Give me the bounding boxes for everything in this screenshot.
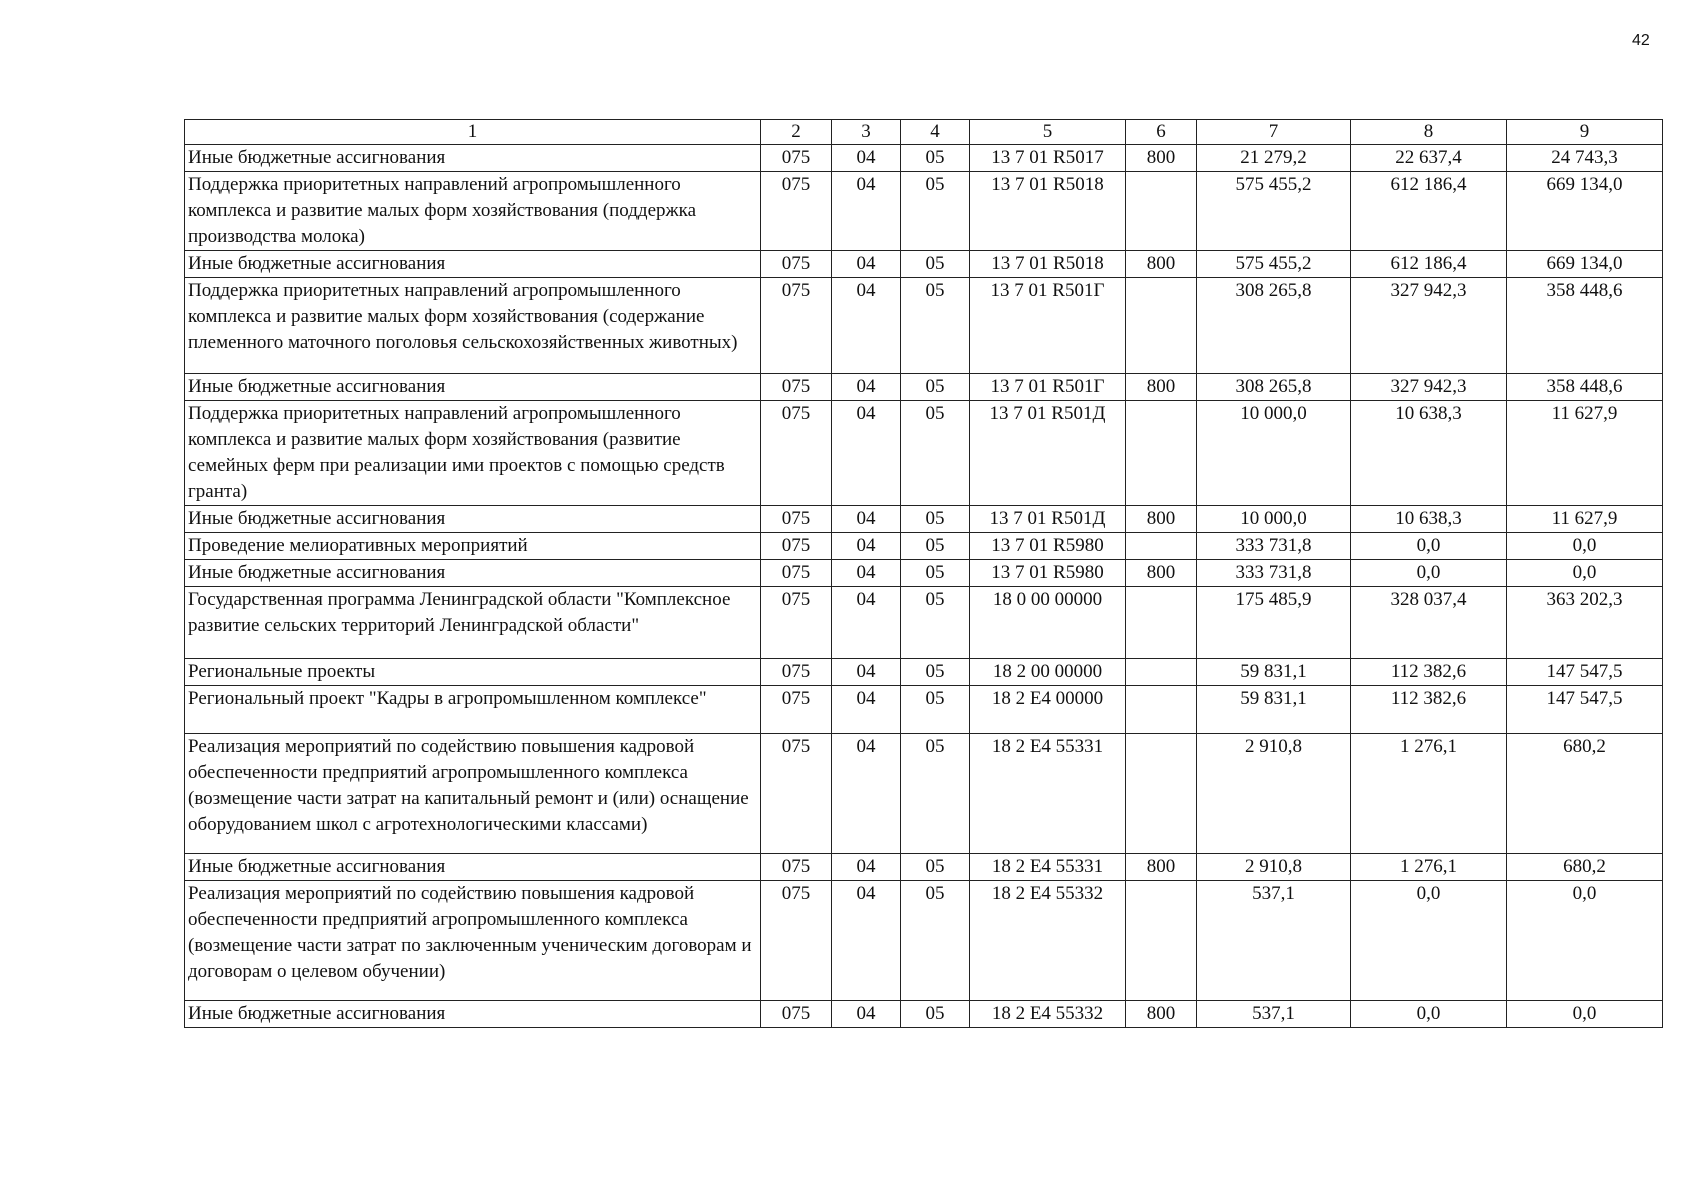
header-cell: 1 bbox=[185, 120, 761, 145]
target-article-cell: 18 2 E4 00000 bbox=[970, 686, 1126, 734]
amount-col9-cell: 147 547,5 bbox=[1507, 659, 1663, 686]
section-code-cell: 04 bbox=[832, 401, 901, 506]
expense-type-cell bbox=[1126, 278, 1197, 374]
table-row bbox=[185, 533, 1663, 560]
row-name-cell: Иные бюджетные ассигнования bbox=[185, 506, 761, 533]
section-code-cell: 04 bbox=[832, 506, 901, 533]
amount-col7-cell: 537,1 bbox=[1197, 1001, 1351, 1028]
amount-col7-cell: 308 265,8 bbox=[1197, 374, 1351, 401]
table-row bbox=[185, 401, 1663, 506]
section-code-cell: 04 bbox=[832, 278, 901, 374]
subsection-code-cell: 05 bbox=[901, 587, 970, 659]
amount-col9-cell: 0,0 bbox=[1507, 560, 1663, 587]
expense-type-cell bbox=[1126, 587, 1197, 659]
target-article-cell: 13 7 01 R5017 bbox=[970, 145, 1126, 172]
amount-col8-cell: 112 382,6 bbox=[1351, 686, 1507, 734]
target-article-cell: 18 2 00 00000 bbox=[970, 659, 1126, 686]
subsection-code-cell: 05 bbox=[901, 145, 970, 172]
expense-type-cell: 800 bbox=[1126, 374, 1197, 401]
section-code-cell: 04 bbox=[832, 533, 901, 560]
row-name-cell: Поддержка приоритетных направлений агропромышленного комплекса и развитие малых форм хозяйствования (содержание племенного маточного поголовья сельскохозяйственных животных) bbox=[185, 278, 761, 374]
section-code-cell: 04 bbox=[832, 587, 901, 659]
table-row bbox=[185, 172, 1663, 251]
target-article-cell: 13 7 01 R501Г bbox=[970, 278, 1126, 374]
target-article-cell: 13 7 01 R501Г bbox=[970, 374, 1126, 401]
amount-col9-cell: 363 202,3 bbox=[1507, 587, 1663, 659]
section-code-cell: 04 bbox=[832, 1001, 901, 1028]
header-cell: 2 bbox=[761, 120, 832, 145]
target-article-cell: 13 7 01 R5980 bbox=[970, 560, 1126, 587]
amount-col8-cell: 327 942,3 bbox=[1351, 278, 1507, 374]
department-code-cell: 075 bbox=[761, 374, 832, 401]
section-code-cell: 04 bbox=[832, 251, 901, 278]
section-code-cell: 04 bbox=[832, 659, 901, 686]
table-row bbox=[185, 686, 1663, 734]
amount-col9-cell: 669 134,0 bbox=[1507, 251, 1663, 278]
page-number: 42 bbox=[1632, 32, 1650, 49]
header-cell: 6 bbox=[1126, 120, 1197, 145]
row-name-cell: Региональные проекты bbox=[185, 659, 761, 686]
table-row bbox=[185, 587, 1663, 659]
row-name-cell: Иные бюджетные ассигнования bbox=[185, 374, 761, 401]
amount-col8-cell: 10 638,3 bbox=[1351, 506, 1507, 533]
target-article-cell: 13 7 01 R5980 bbox=[970, 533, 1126, 560]
amount-col9-cell: 680,2 bbox=[1507, 734, 1663, 854]
amount-col8-cell: 328 037,4 bbox=[1351, 587, 1507, 659]
subsection-code-cell: 05 bbox=[901, 506, 970, 533]
section-code-cell: 04 bbox=[832, 686, 901, 734]
row-name-cell: Поддержка приоритетных направлений агропромышленного комплекса и развитие малых форм хозяйствования (развитие семейных ферм при реализации ими проектов с помощью средств гранта) bbox=[185, 401, 761, 506]
target-article-cell: 13 7 01 R5018 bbox=[970, 172, 1126, 251]
row-name-cell: Иные бюджетные ассигнования bbox=[185, 854, 761, 881]
header-cell: 7 bbox=[1197, 120, 1351, 145]
subsection-code-cell: 05 bbox=[901, 401, 970, 506]
subsection-code-cell: 05 bbox=[901, 1001, 970, 1028]
amount-col9-cell: 147 547,5 bbox=[1507, 686, 1663, 734]
amount-col7-cell: 575 455,2 bbox=[1197, 251, 1351, 278]
section-code-cell: 04 bbox=[832, 374, 901, 401]
budget-table bbox=[184, 119, 1663, 1028]
table-row bbox=[185, 659, 1663, 686]
row-name-cell: Реализация мероприятий по содействию повышения кадровой обеспеченности предприятий агропромышленного комплекса (возмещение части затрат на капитальный ремонт и (или) оснащение оборудованием школ с агротехнологическими классами) bbox=[185, 734, 761, 854]
department-code-cell: 075 bbox=[761, 587, 832, 659]
department-code-cell: 075 bbox=[761, 533, 832, 560]
amount-col9-cell: 11 627,9 bbox=[1507, 506, 1663, 533]
amount-col7-cell: 10 000,0 bbox=[1197, 401, 1351, 506]
amount-col7-cell: 59 831,1 bbox=[1197, 659, 1351, 686]
department-code-cell: 075 bbox=[761, 659, 832, 686]
amount-col7-cell: 333 731,8 bbox=[1197, 533, 1351, 560]
target-article-cell: 18 2 E4 55331 bbox=[970, 734, 1126, 854]
amount-col7-cell: 575 455,2 bbox=[1197, 172, 1351, 251]
table-row bbox=[185, 145, 1663, 172]
amount-col7-cell: 2 910,8 bbox=[1197, 854, 1351, 881]
amount-col8-cell: 327 942,3 bbox=[1351, 374, 1507, 401]
department-code-cell: 075 bbox=[761, 172, 832, 251]
amount-col7-cell: 59 831,1 bbox=[1197, 686, 1351, 734]
table-row bbox=[185, 854, 1663, 881]
subsection-code-cell: 05 bbox=[901, 533, 970, 560]
expense-type-cell bbox=[1126, 686, 1197, 734]
row-name-cell: Иные бюджетные ассигнования bbox=[185, 1001, 761, 1028]
amount-col9-cell: 11 627,9 bbox=[1507, 401, 1663, 506]
department-code-cell: 075 bbox=[761, 560, 832, 587]
target-article-cell: 13 7 01 R5018 bbox=[970, 251, 1126, 278]
department-code-cell: 075 bbox=[761, 734, 832, 854]
header-cell: 8 bbox=[1351, 120, 1507, 145]
table-row bbox=[185, 251, 1663, 278]
department-code-cell: 075 bbox=[761, 881, 832, 1001]
amount-col8-cell: 0,0 bbox=[1351, 881, 1507, 1001]
table-row bbox=[185, 560, 1663, 587]
amount-col9-cell: 0,0 bbox=[1507, 1001, 1663, 1028]
amount-col8-cell: 10 638,3 bbox=[1351, 401, 1507, 506]
subsection-code-cell: 05 bbox=[901, 854, 970, 881]
target-article-cell: 18 2 E4 55332 bbox=[970, 881, 1126, 1001]
amount-col9-cell: 0,0 bbox=[1507, 881, 1663, 1001]
department-code-cell: 075 bbox=[761, 145, 832, 172]
section-code-cell: 04 bbox=[832, 145, 901, 172]
section-code-cell: 04 bbox=[832, 854, 901, 881]
amount-col7-cell: 10 000,0 bbox=[1197, 506, 1351, 533]
department-code-cell: 075 bbox=[761, 278, 832, 374]
department-code-cell: 075 bbox=[761, 854, 832, 881]
expense-type-cell bbox=[1126, 401, 1197, 506]
subsection-code-cell: 05 bbox=[901, 659, 970, 686]
amount-col9-cell: 24 743,3 bbox=[1507, 145, 1663, 172]
expense-type-cell: 800 bbox=[1126, 854, 1197, 881]
department-code-cell: 075 bbox=[761, 506, 832, 533]
table-header-row bbox=[185, 120, 1663, 145]
expense-type-cell bbox=[1126, 881, 1197, 1001]
expense-type-cell: 800 bbox=[1126, 506, 1197, 533]
row-name-cell: Проведение мелиоративных мероприятий bbox=[185, 533, 761, 560]
amount-col7-cell: 308 265,8 bbox=[1197, 278, 1351, 374]
table-row bbox=[185, 374, 1663, 401]
amount-col7-cell: 21 279,2 bbox=[1197, 145, 1351, 172]
section-code-cell: 04 bbox=[832, 734, 901, 854]
subsection-code-cell: 05 bbox=[901, 278, 970, 374]
subsection-code-cell: 05 bbox=[901, 881, 970, 1001]
table-row bbox=[185, 1001, 1663, 1028]
target-article-cell: 18 0 00 00000 bbox=[970, 587, 1126, 659]
header-cell: 3 bbox=[832, 120, 901, 145]
row-name-cell: Иные бюджетные ассигнования bbox=[185, 145, 761, 172]
department-code-cell: 075 bbox=[761, 251, 832, 278]
expense-type-cell bbox=[1126, 172, 1197, 251]
table-row bbox=[185, 506, 1663, 533]
row-name-cell: Поддержка приоритетных направлений агропромышленного комплекса и развитие малых форм хозяйствования (поддержка производства молока) bbox=[185, 172, 761, 251]
amount-col8-cell: 0,0 bbox=[1351, 533, 1507, 560]
amount-col9-cell: 358 448,6 bbox=[1507, 374, 1663, 401]
amount-col8-cell: 612 186,4 bbox=[1351, 172, 1507, 251]
subsection-code-cell: 05 bbox=[901, 686, 970, 734]
target-article-cell: 13 7 01 R501Д bbox=[970, 506, 1126, 533]
amount-col7-cell: 333 731,8 bbox=[1197, 560, 1351, 587]
table-body bbox=[185, 145, 1663, 1028]
subsection-code-cell: 05 bbox=[901, 734, 970, 854]
header-cell: 4 bbox=[901, 120, 970, 145]
amount-col9-cell: 680,2 bbox=[1507, 854, 1663, 881]
amount-col9-cell: 0,0 bbox=[1507, 533, 1663, 560]
target-article-cell: 18 2 E4 55331 bbox=[970, 854, 1126, 881]
amount-col8-cell: 0,0 bbox=[1351, 560, 1507, 587]
department-code-cell: 075 bbox=[761, 401, 832, 506]
expense-type-cell: 800 bbox=[1126, 145, 1197, 172]
header-cell: 5 bbox=[970, 120, 1126, 145]
row-name-cell: Иные бюджетные ассигнования bbox=[185, 251, 761, 278]
row-name-cell: Государственная программа Ленинградской области "Комплексное развитие сельских территорий Ленинградской области" bbox=[185, 587, 761, 659]
amount-col8-cell: 0,0 bbox=[1351, 1001, 1507, 1028]
subsection-code-cell: 05 bbox=[901, 172, 970, 251]
table-row bbox=[185, 881, 1663, 1001]
amount-col8-cell: 22 637,4 bbox=[1351, 145, 1507, 172]
amount-col8-cell: 1 276,1 bbox=[1351, 734, 1507, 854]
row-name-cell: Иные бюджетные ассигнования bbox=[185, 560, 761, 587]
department-code-cell: 075 bbox=[761, 686, 832, 734]
amount-col9-cell: 669 134,0 bbox=[1507, 172, 1663, 251]
expense-type-cell bbox=[1126, 734, 1197, 854]
amount-col8-cell: 112 382,6 bbox=[1351, 659, 1507, 686]
expense-type-cell bbox=[1126, 533, 1197, 560]
expense-type-cell: 800 bbox=[1126, 560, 1197, 587]
subsection-code-cell: 05 bbox=[901, 251, 970, 278]
amount-col9-cell: 358 448,6 bbox=[1507, 278, 1663, 374]
section-code-cell: 04 bbox=[832, 560, 901, 587]
target-article-cell: 18 2 E4 55332 bbox=[970, 1001, 1126, 1028]
amount-col7-cell: 2 910,8 bbox=[1197, 734, 1351, 854]
subsection-code-cell: 05 bbox=[901, 560, 970, 587]
expense-type-cell: 800 bbox=[1126, 251, 1197, 278]
amount-col8-cell: 1 276,1 bbox=[1351, 854, 1507, 881]
section-code-cell: 04 bbox=[832, 881, 901, 1001]
target-article-cell: 13 7 01 R501Д bbox=[970, 401, 1126, 506]
table-row bbox=[185, 734, 1663, 854]
header-cell: 9 bbox=[1507, 120, 1663, 145]
table-row bbox=[185, 278, 1663, 374]
row-name-cell: Реализация мероприятий по содействию повышения кадровой обеспеченности предприятий агропромышленного комплекса (возмещение части затрат по заключенным ученическим договорам и договорам о целевом обучении) bbox=[185, 881, 761, 1001]
section-code-cell: 04 bbox=[832, 172, 901, 251]
amount-col7-cell: 537,1 bbox=[1197, 881, 1351, 1001]
amount-col7-cell: 175 485,9 bbox=[1197, 587, 1351, 659]
row-name-cell: Региональный проект "Кадры в агропромышленном комплексе" bbox=[185, 686, 761, 734]
department-code-cell: 075 bbox=[761, 1001, 832, 1028]
expense-type-cell bbox=[1126, 659, 1197, 686]
expense-type-cell: 800 bbox=[1126, 1001, 1197, 1028]
amount-col8-cell: 612 186,4 bbox=[1351, 251, 1507, 278]
subsection-code-cell: 05 bbox=[901, 374, 970, 401]
